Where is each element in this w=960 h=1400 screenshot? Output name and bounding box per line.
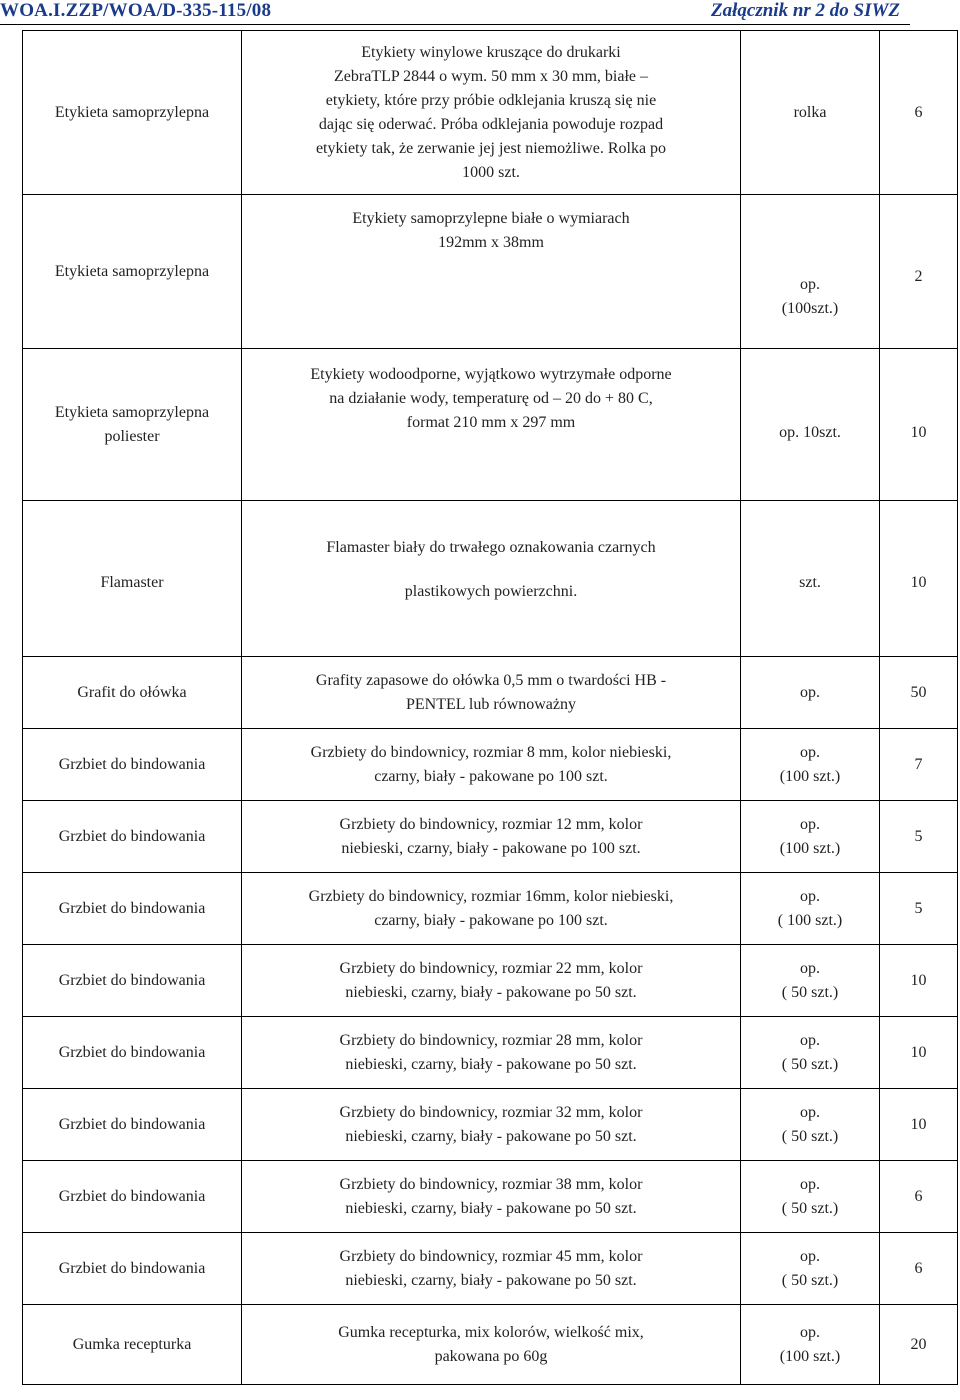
table-row [23, 801, 958, 873]
item-description: Grzbiety do bindownicy, rozmiar 45 mm, kolor niebieski, czarny, biały - pakowane po 50 szt. [242, 1233, 741, 1305]
item-unit: rolka [741, 31, 880, 195]
item-name: Grzbiet do bindowania [23, 873, 242, 945]
item-quantity: 10 [880, 1089, 958, 1161]
item-quantity: 50 [880, 657, 958, 729]
item-description: Grzbiety do bindownicy, rozmiar 16mm, kolor niebieski, czarny, biały - pakowane po 100 szt. [242, 873, 741, 945]
item-name: Etykieta samoprzylepna [23, 195, 242, 349]
table-row [23, 1089, 958, 1161]
item-quantity: 7 [880, 729, 958, 801]
table-row [23, 729, 958, 801]
item-description: Grzbiety do bindownicy, rozmiar 38 mm, kolor niebieski, czarny, biały - pakowane po 50 szt. [242, 1161, 741, 1233]
item-quantity: 6 [880, 1233, 958, 1305]
table-row [23, 501, 958, 657]
item-unit: op. (100szt.) [741, 195, 880, 349]
item-description: Grafity zapasowe do ołówka 0,5 mm o twardości HB - PENTEL lub równoważny [242, 657, 741, 729]
item-name: Grzbiet do bindowania [23, 945, 242, 1017]
table-row [23, 1161, 958, 1233]
item-name: Grafit do ołówka [23, 657, 242, 729]
item-unit: szt. [741, 501, 880, 657]
item-unit: op. (100 szt.) [741, 801, 880, 873]
item-name: Grzbiet do bindowania [23, 801, 242, 873]
item-description-line: plastikowych powierzchni. [404, 582, 578, 600]
table-row [23, 945, 958, 1017]
item-quantity: 6 [880, 31, 958, 195]
item-name: Flamaster [23, 501, 242, 657]
item-description: Grzbiety do bindownicy, rozmiar 22 mm, kolor niebieski, czarny, biały - pakowane po 50 szt. [242, 945, 741, 1017]
item-name: Grzbiet do bindowania [23, 1161, 242, 1233]
table-row [23, 195, 958, 349]
item-unit: op. ( 100 szt.) [741, 873, 880, 945]
item-description: Grzbiety do bindownicy, rozmiar 32 mm, kolor niebieski, czarny, biały - pakowane po 50 szt. [242, 1089, 741, 1161]
item-name: Grzbiet do bindowania [23, 1017, 242, 1089]
item-unit: op. ( 50 szt.) [741, 945, 880, 1017]
table-row [23, 657, 958, 729]
page-header [0, 0, 960, 22]
item-name: Grzbiet do bindowania [23, 729, 242, 801]
item-quantity: 10 [880, 349, 958, 501]
attachment-label: Załącznik nr 2 do SIWZ [711, 0, 900, 21]
table-row [23, 1305, 958, 1385]
item-description: Grzbiety do bindownicy, rozmiar 12 mm, kolor niebieski, czarny, biały - pakowane po 100 szt. [242, 801, 741, 873]
item-unit: op. (100 szt.) [741, 729, 880, 801]
item-unit: op. ( 50 szt.) [741, 1017, 880, 1089]
item-description: Grzbiety do bindownicy, rozmiar 8 mm, kolor niebieski, czarny, biały - pakowane po 100 szt. [242, 729, 741, 801]
item-description: Etykiety samoprzylepne białe o wymiarach 192mm x 38mm [242, 195, 741, 349]
item-unit: op. 10szt. [741, 349, 880, 501]
table-row [23, 873, 958, 945]
document-reference: WOA.I.ZZP/WOA/D-335-115/08 [0, 0, 272, 21]
item-description: Etykiety winylowe kruszące do drukarki ZebraTLP 2844 o wym. 50 mm x 30 mm, białe – etykiety, które przy próbie odklejania kruszą się nie dając się oderwać. Próba odklejania powoduje rozpad etykiety tak, że zerwanie jej jest niemożliwe. Rolka po 1000 szt. [242, 31, 741, 195]
item-quantity: 10 [880, 501, 958, 657]
item-name: Gumka recepturka [23, 1305, 242, 1385]
item-description: Grzbiety do bindownicy, rozmiar 28 mm, kolor niebieski, czarny, biały - pakowane po 50 szt. [242, 1017, 741, 1089]
table-row [23, 31, 958, 195]
table-row [23, 1233, 958, 1305]
item-name: Grzbiet do bindowania [23, 1089, 242, 1161]
item-quantity: 5 [880, 801, 958, 873]
item-quantity: 6 [880, 1161, 958, 1233]
item-name: Etykieta samoprzylepna poliester [23, 349, 242, 501]
items-table [22, 30, 958, 1385]
item-name: Grzbiet do bindowania [23, 1233, 242, 1305]
item-name: Etykieta samoprzylepna [23, 31, 242, 195]
item-unit: op. ( 50 szt.) [741, 1161, 880, 1233]
item-description-line: Flamaster biały do trwałego oznakowania czarnych [326, 538, 656, 556]
item-unit: op. ( 50 szt.) [741, 1089, 880, 1161]
item-quantity: 20 [880, 1305, 958, 1385]
item-quantity: 10 [880, 1017, 958, 1089]
table-row [23, 349, 958, 501]
item-description: Gumka recepturka, mix kolorów, wielkość mix, pakowana po 60g [242, 1305, 741, 1385]
item-unit: op. [741, 657, 880, 729]
item-quantity: 10 [880, 945, 958, 1017]
item-quantity: 2 [880, 195, 958, 349]
item-unit: op. (100 szt.) [741, 1305, 880, 1385]
header-divider [0, 24, 910, 25]
item-quantity: 5 [880, 873, 958, 945]
item-description [242, 501, 741, 657]
item-description: Etykiety wodoodporne, wyjątkowo wytrzymałe odporne na działanie wody, temperaturę od – 20 do + 80 C, format 210 mm x 297 mm [242, 349, 741, 501]
table-row [23, 1017, 958, 1089]
item-unit: op. ( 50 szt.) [741, 1233, 880, 1305]
